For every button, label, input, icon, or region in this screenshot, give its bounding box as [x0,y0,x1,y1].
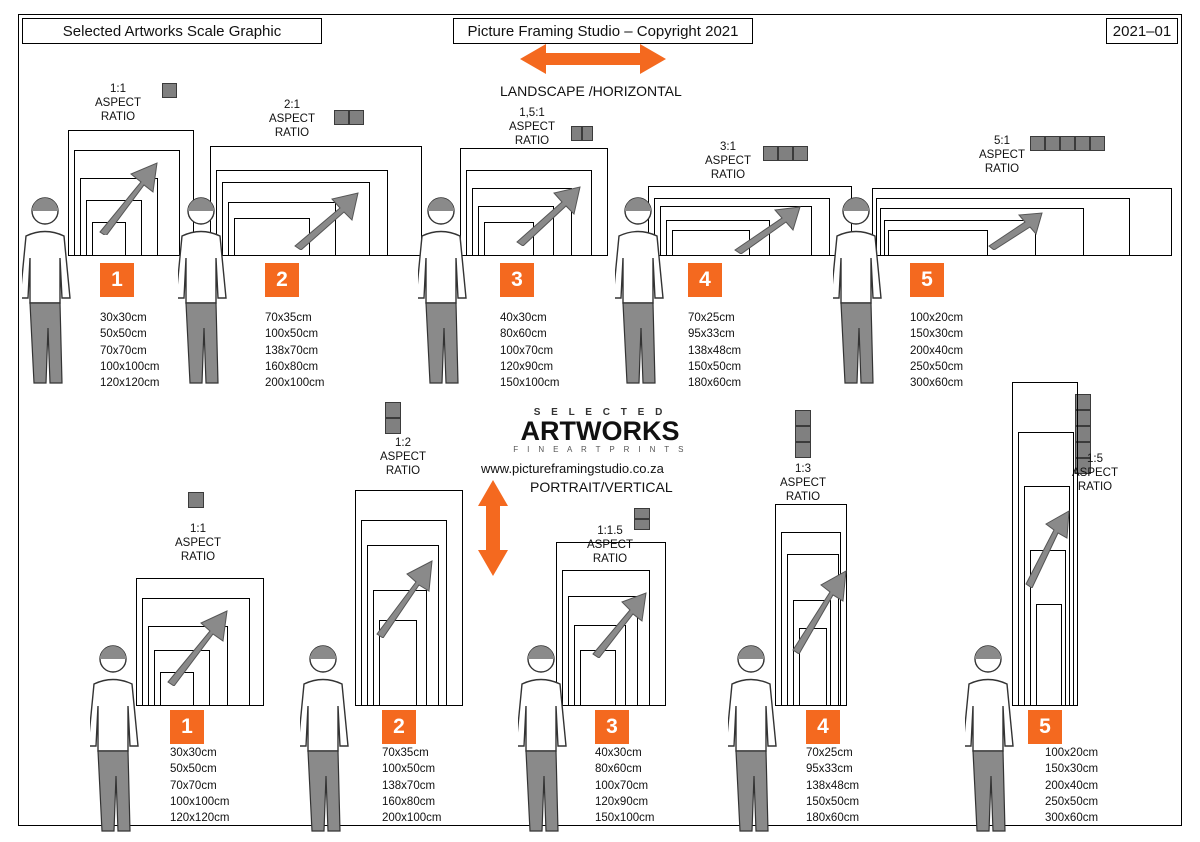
size-item: 200x100cm [265,377,325,390]
person-silhouette-l1 [22,196,84,386]
growth-arrow-icon-p2 [372,558,438,638]
growth-arrow-icon-p4 [788,568,850,654]
sizes-list-l4 [688,310,741,392]
size-item: 150x100cm [595,812,655,825]
header-center-box [453,18,753,44]
ratio-value-p5: 1:5 [1087,453,1103,465]
size-item: 100x100cm [100,360,160,373]
size-item: 30x30cm [100,312,147,324]
brand-line2: ARTWORKS [520,416,680,446]
ratio-swatch-p1 [188,492,204,508]
size-item: 70x25cm [688,312,735,324]
growth-arrow-icon-p1 [163,608,235,686]
header-right-box [1106,18,1178,44]
sizes-list-p4 [806,745,859,827]
ratio-swatch-l5 [1030,136,1105,151]
ratio-label-p1: 1:1 ASPECT RATIO [158,522,238,564]
group-number-p5: 5 [1028,710,1062,744]
size-item: 100x70cm [500,344,554,357]
size-item: 100x50cm [382,763,436,776]
person-silhouette-l5 [833,196,895,386]
group-number-l1: 1 [100,263,134,297]
growth-arrow-icon-l3 [512,184,584,246]
size-item: 180x60cm [806,812,860,825]
ratio-value-l3: 1,5:1 [519,107,545,119]
sizes-list-p3 [595,745,654,827]
size-item: 30x30cm [170,747,217,759]
size-item: 180x60cm [688,377,742,390]
size-item: 70x70cm [100,344,147,357]
sizes-list-l3 [500,310,559,392]
brand-line1: S E L E C T E D [533,407,667,418]
header-right-title: 2021–01 [1112,22,1172,40]
size-item: 40x30cm [500,312,547,324]
size-item: 120x90cm [595,795,649,808]
ratio-label-p3: 1:1.5 ASPECT RATIO [570,524,650,566]
landscape-orientation-label: LANDSCAPE /HORIZONTAL [500,83,682,99]
size-item: 120x120cm [170,812,230,825]
landscape-arrow-icon [520,42,666,76]
size-item: 120x120cm [100,377,160,390]
ratio-value-l2: 2:1 [284,99,300,111]
size-item: 138x70cm [265,344,319,357]
size-item: 70x35cm [265,312,312,324]
ratio-label-p4: 1:3 ASPECT RATIO [763,462,843,504]
growth-arrow-icon-l5 [985,210,1045,250]
size-item: 150x50cm [806,795,860,808]
size-item: 160x80cm [265,360,319,373]
size-item: 138x48cm [806,779,860,792]
group-number-l5: 5 [910,263,944,297]
size-item: 100x100cm [170,795,230,808]
person-silhouette-l2 [178,196,240,386]
growth-arrow-icon-p5 [1022,508,1072,588]
size-item: 300x60cm [910,377,964,390]
ratio-swatch-p2 [385,402,401,434]
person-silhouette-p2 [300,644,362,834]
ratio-value-p3: 1:1.5 [597,525,623,537]
size-item: 150x30cm [1045,763,1099,776]
size-item: 160x80cm [382,795,436,808]
group-number-p1: 1 [170,710,204,744]
portrait-orientation-label: PORTRAIT/VERTICAL [530,479,673,495]
growth-arrow-icon-l2 [290,190,362,250]
sizes-list-p5 [1045,745,1098,827]
size-item: 138x48cm [688,344,742,357]
portrait-arrow-icon [476,480,510,576]
person-silhouette-p1 [90,644,152,834]
size-item: 120x90cm [500,360,554,373]
size-item: 100x70cm [595,779,649,792]
ratio-value-p4: 1:3 [795,463,811,475]
ratio-swatch-l2 [334,110,364,125]
size-item: 300x60cm [1045,812,1099,825]
person-silhouette-l3 [418,196,480,386]
sizes-list-l5 [910,310,963,392]
size-item: 95x33cm [806,763,853,776]
size-item: 250x50cm [910,360,964,373]
size-item: 150x30cm [910,328,964,341]
group-number-l2: 2 [265,263,299,297]
sizes-list-l1 [100,310,159,392]
group-number-l4: 4 [688,263,722,297]
person-silhouette-p3 [518,644,580,834]
frame-l5-a [888,230,988,256]
growth-arrow-icon-l4 [730,204,804,254]
size-item: 80x60cm [595,763,642,776]
ratio-label-l2: 2:1 ASPECT RATIO [252,98,332,140]
size-item: 95x33cm [688,328,735,341]
group-number-l3: 3 [500,263,534,297]
sizes-list-l2 [265,310,324,392]
sizes-list-p2 [382,745,441,827]
size-item: 150x50cm [688,360,742,373]
frame-p3-a [580,650,616,706]
size-item: 200x100cm [382,812,442,825]
ratio-value-p2: 1:2 [395,437,411,449]
size-item: 50x50cm [100,328,147,341]
header-left-title: Selected Artworks Scale Graphic [62,22,282,40]
group-number-p3: 3 [595,710,629,744]
ratio-value-p1: 1:1 [190,523,206,535]
size-item: 100x20cm [910,312,964,324]
brand-line3: F I N E A R T P R I N T S [513,445,687,454]
size-item: 150x100cm [500,377,560,390]
growth-arrow-icon-l1 [95,160,165,235]
ratio-value-l1: 1:1 [110,83,126,95]
brand-url: www.pictureframingstudio.co.za [481,461,664,476]
ratio-label-l3: 1,5:1 ASPECT RATIO [492,106,572,148]
ratio-swatch-l3 [571,126,593,141]
person-silhouette-p4 [728,644,790,834]
group-number-p4: 4 [806,710,840,744]
ratio-value-l5: 5:1 [994,135,1010,147]
size-item: 70x35cm [382,747,429,759]
ratio-swatch-l4 [763,146,808,161]
ratio-label-l1: 1:1 ASPECT RATIO [78,82,158,124]
size-item: 70x70cm [170,779,217,792]
person-silhouette-p5 [965,644,1027,834]
person-silhouette-l4 [615,196,677,386]
ratio-label-l4: 3:1 ASPECT RATIO [688,140,768,182]
ratio-label-l5: 5:1 ASPECT RATIO [962,134,1042,176]
size-item: 80x60cm [500,328,547,341]
group-number-p2: 2 [382,710,416,744]
brand-logo [500,407,700,454]
ratio-value-l4: 3:1 [720,141,736,153]
ratio-swatch-p4 [795,410,811,458]
growth-arrow-icon-p3 [588,590,650,658]
size-item: 40x30cm [595,747,642,759]
size-item: 250x50cm [1045,795,1099,808]
size-item: 138x70cm [382,779,436,792]
ratio-swatch-l1 [162,83,177,98]
header-left-box [22,18,322,44]
size-item: 200x40cm [910,344,964,357]
frame-p5-a [1036,604,1062,706]
ratio-label-p5: 1:5 ASPECT RATIO [1055,452,1135,494]
size-item: 200x40cm [1045,779,1099,792]
size-item: 100x20cm [1045,747,1099,759]
size-item: 100x50cm [265,328,319,341]
header-center-title: Picture Framing Studio – Copyright 2021 [467,22,739,40]
size-item: 50x50cm [170,763,217,776]
size-item: 70x25cm [806,747,853,759]
ratio-label-p2: 1:2 ASPECT RATIO [363,436,443,478]
sizes-list-p1 [170,745,229,827]
